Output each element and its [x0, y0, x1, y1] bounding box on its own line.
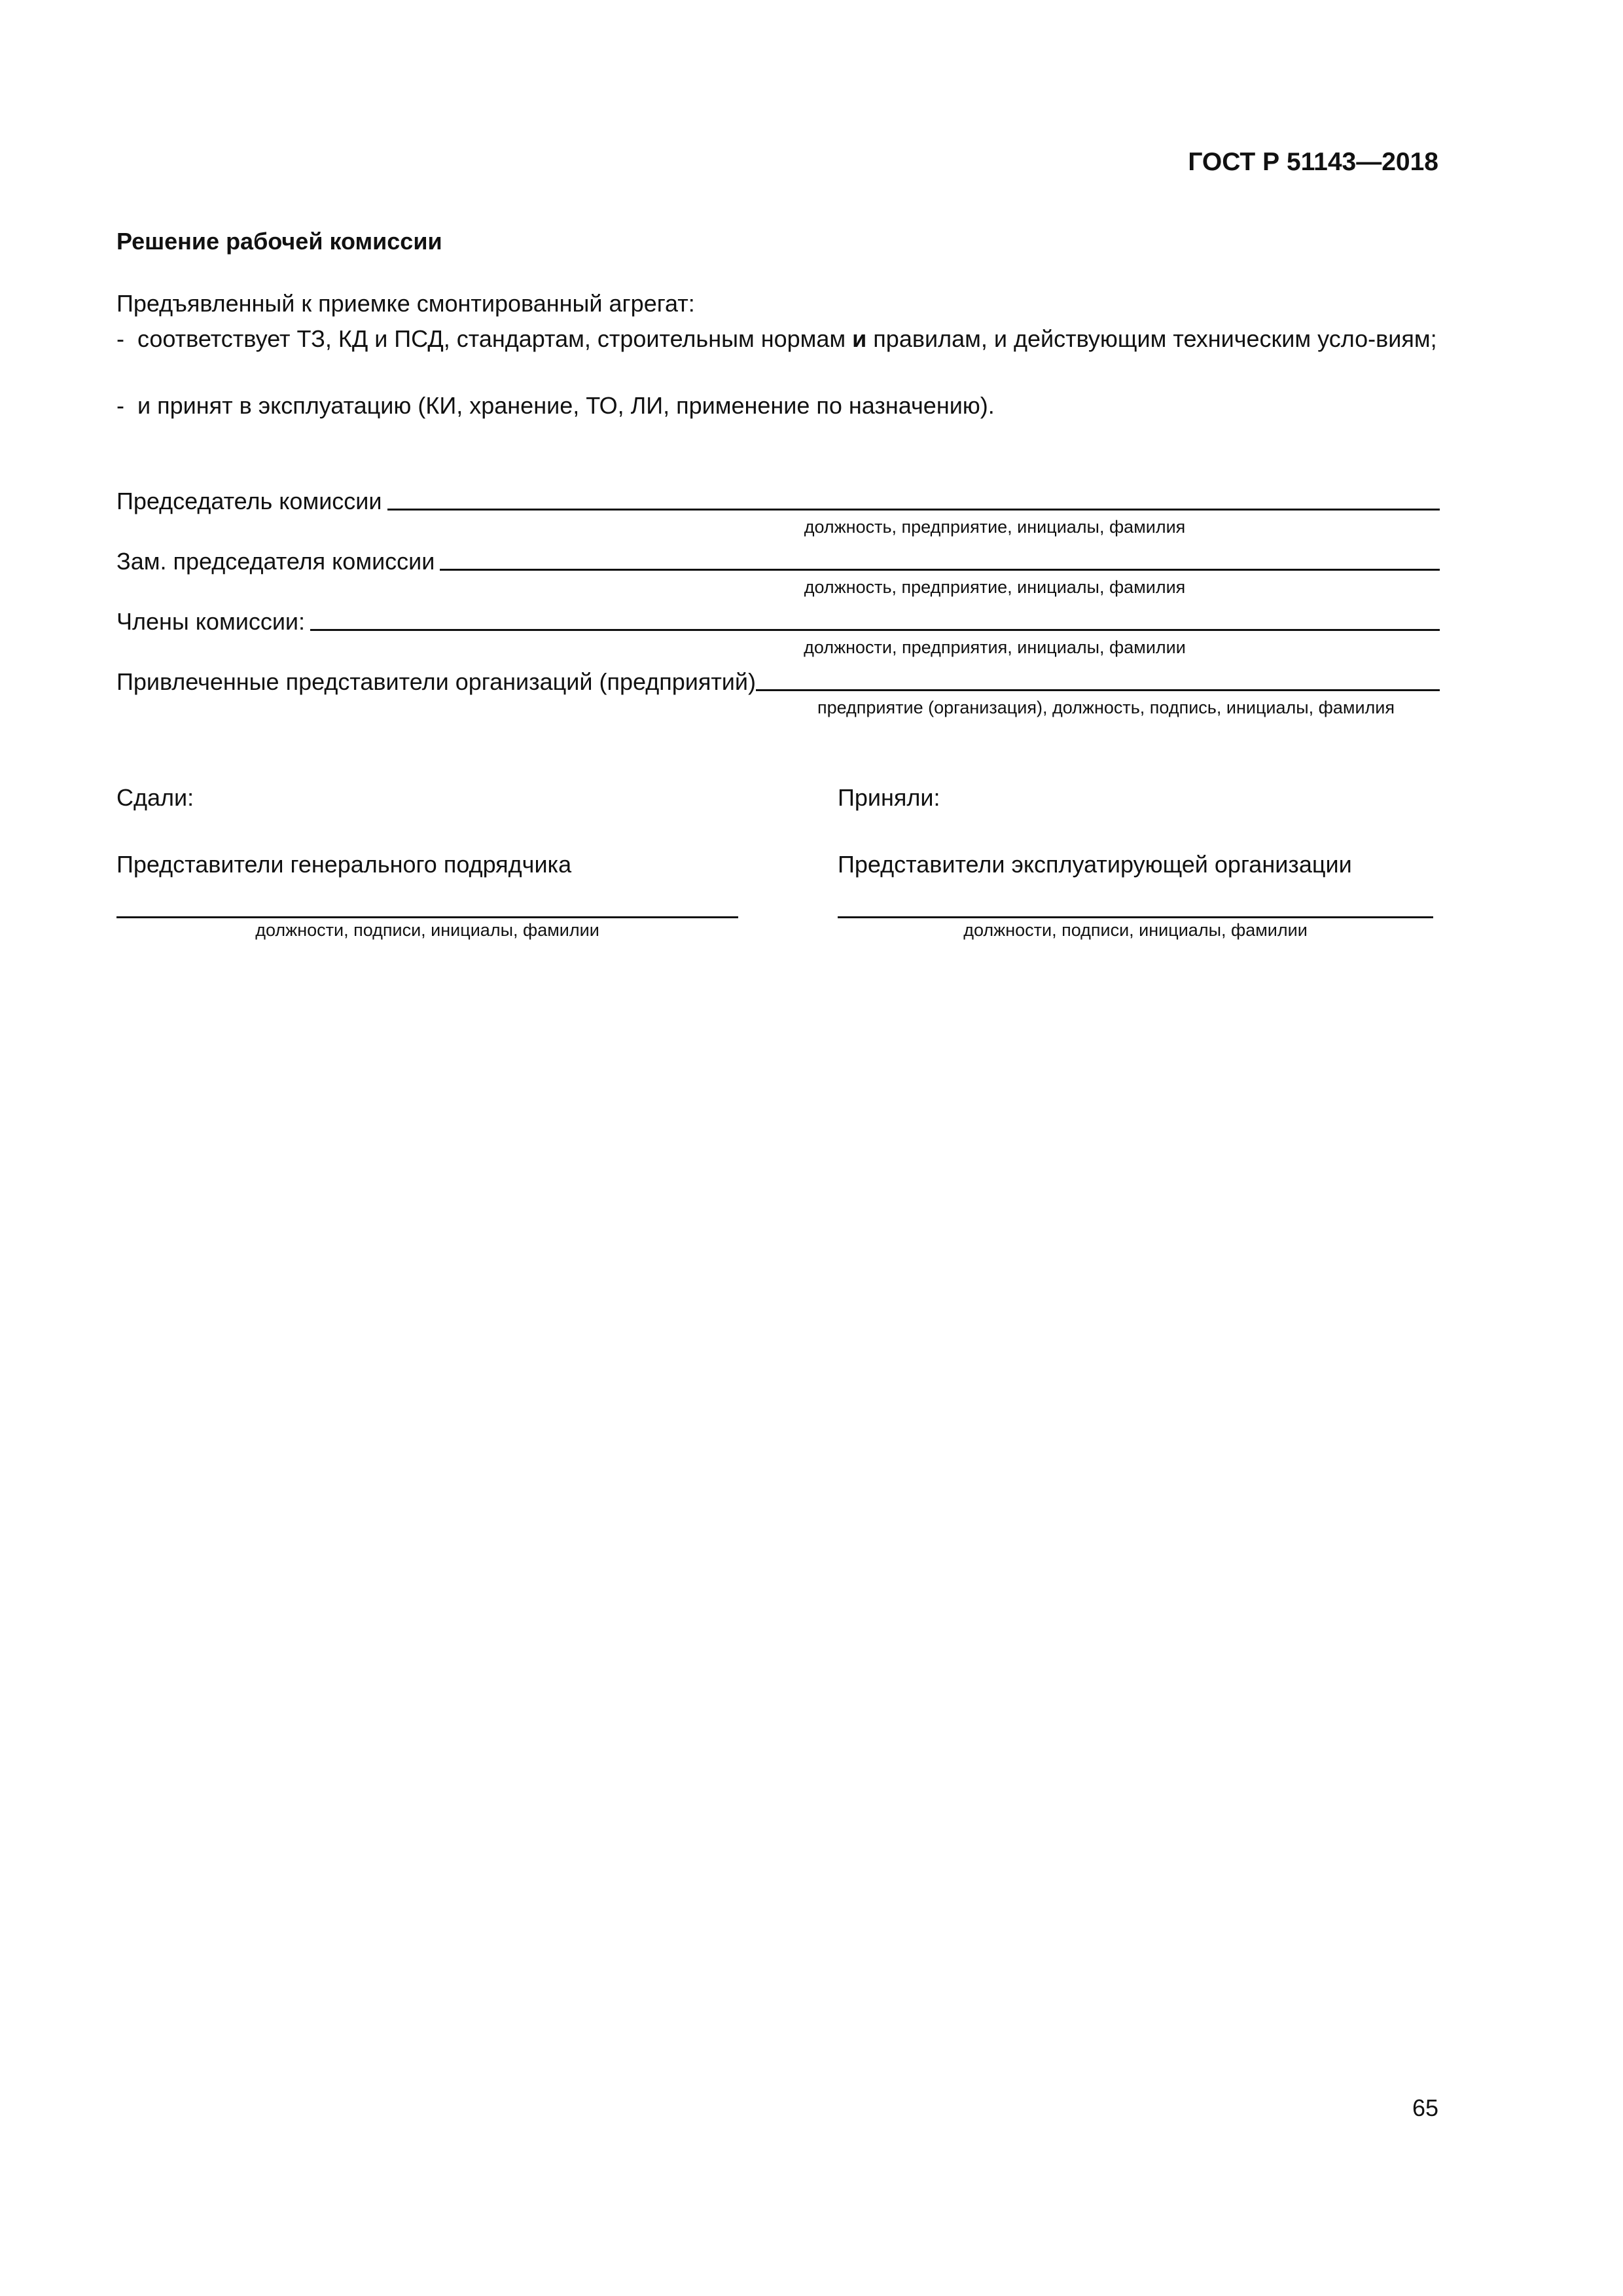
bullet-text-part: правилам, и действующим техническим усло-виям;: [866, 325, 1437, 352]
signature-label: Председатель комиссии: [116, 488, 382, 514]
signature-caption: должность, предприятие, инициалы, фамилия: [804, 577, 1186, 597]
bullet-body: и принят в эксплуатацию (КИ, хранение, ТО, ЛИ, применение по назначению).: [137, 392, 995, 419]
signature-line-operator[interactable]: [838, 916, 1433, 918]
signature-line[interactable]: [440, 569, 1440, 571]
signature-caption: должность, предприятие, инициалы, фамилия: [804, 517, 1186, 537]
document-number: ГОСТ Р 51143—2018: [1188, 148, 1438, 176]
signature-row-chairman: [116, 487, 1440, 516]
operator-representatives-label: Представители эксплуатирующей организации: [838, 851, 1352, 878]
bullet-dash: -: [116, 325, 124, 352]
signature-label: Члены комиссии:: [116, 608, 306, 635]
bullet-item-compliance: [116, 322, 1438, 356]
page-number: 65: [1412, 2094, 1438, 2121]
signature-label: Зам. председателя комиссии: [116, 548, 435, 575]
contractor-representatives-label: Представители генерального подрядчика: [116, 851, 572, 878]
signature-caption: должности, предприятия, инициалы, фамилии: [804, 637, 1186, 657]
signature-caption: предприятие (организация), должность, подпись, инициалы, фамилия: [817, 698, 1395, 717]
section-title: Решение рабочей комиссии: [116, 228, 442, 255]
bullet-text-part: соответствует ТЗ, КД и ПСД, стандартам, строительным нормам: [137, 325, 853, 352]
signature-line[interactable]: [756, 689, 1440, 691]
bullet-item-acceptance: [116, 389, 1438, 423]
signature-label: Привлеченные представители организаций (предприятий): [116, 668, 757, 695]
signature-line[interactable]: [387, 509, 1440, 511]
signature-row-deputy: [116, 547, 1440, 576]
bullet-body: [137, 322, 1438, 356]
signature-caption-operator: должности, подписи, инициалы, фамилии: [963, 920, 1308, 940]
bullet-dash: -: [116, 392, 124, 419]
bullet-bold-word: и: [852, 325, 867, 352]
signature-caption-contractor: должности, подписи, инициалы, фамилии: [255, 920, 599, 940]
handover-heading-right: Приняли:: [838, 784, 940, 811]
signature-line-contractor[interactable]: [116, 916, 738, 918]
intro-text: Предъявленный к приемке смонтированный агрегат:: [116, 290, 695, 317]
signature-row-representatives: [116, 668, 1440, 696]
handover-heading-left: Сдали:: [116, 784, 194, 811]
signature-line[interactable]: [310, 629, 1440, 631]
signature-row-members: [116, 607, 1440, 636]
